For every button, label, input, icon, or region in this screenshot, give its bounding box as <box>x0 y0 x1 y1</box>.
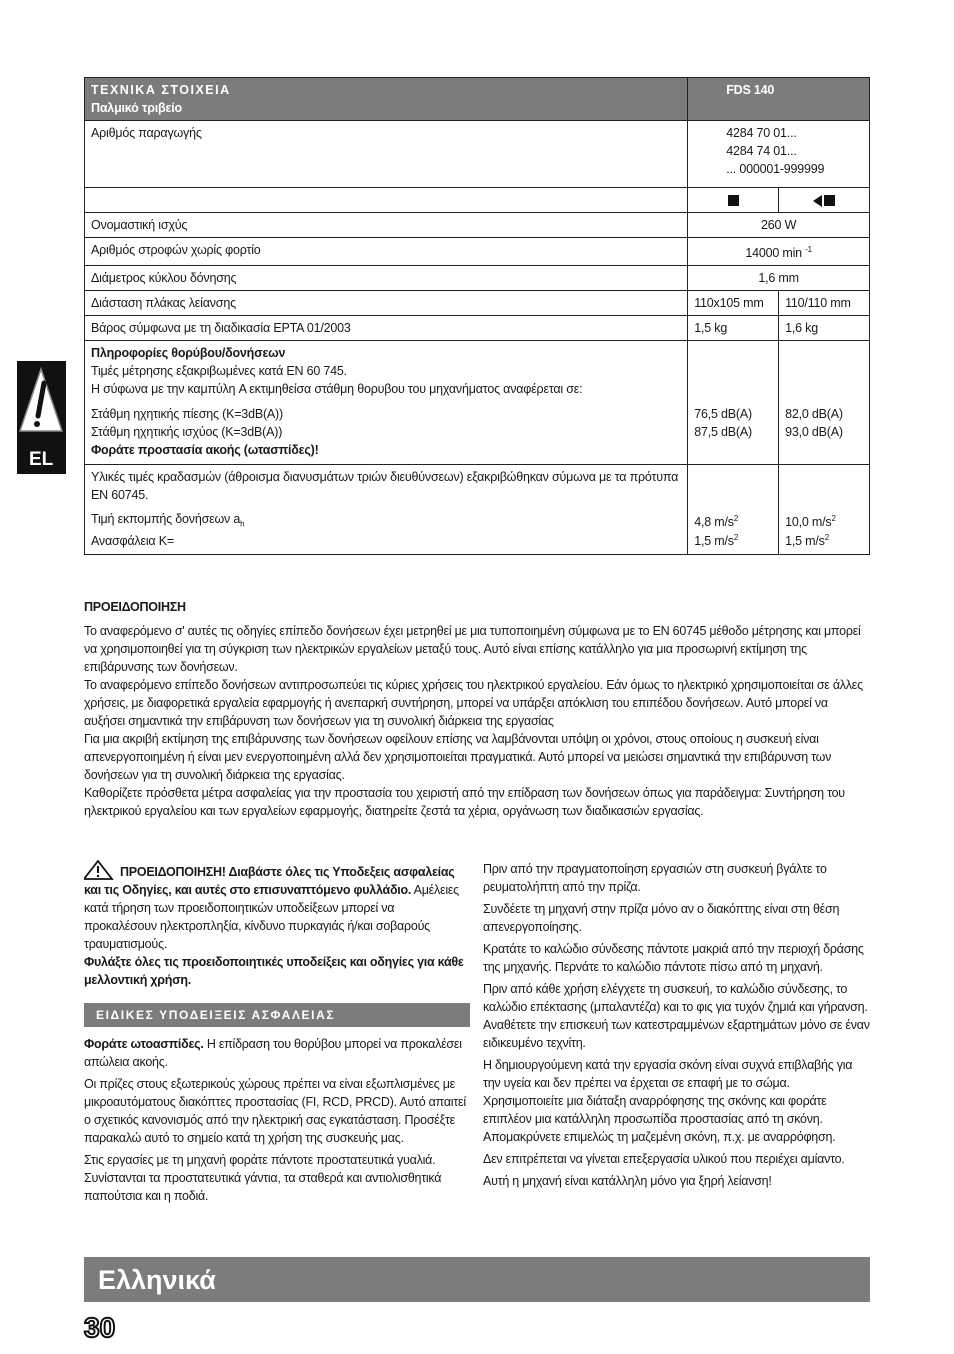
table-row <box>85 291 870 316</box>
vibration-values-a <box>688 465 779 555</box>
right-paragraph-6: Δεν επιτρέπεται να γίνεται επεξεργασία υλικού που περιέχει αμίαντο. <box>483 1152 845 1166</box>
warning-paragraph-3: Για μια ακριβή εκτίμηση της επιβάρυνσης των δονήσεων οφείλουν επίσης να λαμβάνονται υπόψη οι χρόνοι, στους οποίους η συσκευή είναι απενεργοποιημένη ή είναι μεν ενεργοποιημένη αλλά δεν χρησιμοποιείται πραγματικά. Αυτό μπορεί να μειώσει σημαντικά την επιβάρυνση των δονήσεων για τη συνολική διάρκεια της εργασίας. <box>84 732 832 782</box>
table-header-title-cell <box>85 78 688 121</box>
plate-value-a: 110x105 mm <box>688 291 779 316</box>
vibration-value-a: 4,8 m/s <box>694 515 734 530</box>
vibration-label: Τιμή εκπομπής δονήσεων a <box>91 512 241 527</box>
production-number-label: Αριθμός παραγωγής <box>85 121 688 188</box>
speed-label: Αριθμός στροφών χωρίς φορτίο <box>85 238 688 266</box>
power-value: 260 W <box>688 213 870 238</box>
table-row <box>85 121 870 188</box>
vibration-value-b-line <box>785 510 863 531</box>
sound-power-value-a: 87,5 dB(A) <box>694 425 752 440</box>
keep-instructions: Φυλάξτε όλες τις προειδοποιητικές υποδείξεις και οδηγίες για κάθε μελλοντική χρήση. <box>84 955 464 987</box>
section-bar-special-safety: ΕΙΔΙΚΕΣ ΥΠΟΔΕΙΞΕΙΣ ΑΣΦΑΛΕΙΑΣ <box>84 1003 470 1027</box>
noise-line-2: Η σύφωνα με την καμπύλη A εκτιμηθείσα στάθμη θορυβου του μηχανήματος αναφέρεται σε: <box>91 382 583 397</box>
weight-label: Βάρος σύμφωνα με τη διαδικασία EPTA 01/2003 <box>85 316 688 341</box>
unit-exponent: 2 <box>824 533 829 543</box>
ear-protection-text: Η επίδραση του θορύβου μπορεί να προκαλέσει απώλεια ακοής. <box>84 1037 462 1069</box>
vibration-intro: Υλικές τιμές κραδασμών (άθροισμα διανυσμάτων τριών διευθύνσεων) εξακριβώθηκαν σύμωνα με τα πρότυπα EN 60745. <box>91 470 679 503</box>
right-paragraph-1: Πριν από την πραγματοποίηση εργασιών στη συσκευή βγάλτε το ρευματολήπτη από την πρίζα. <box>483 862 827 894</box>
pressure-label: Στάθμη ηχητικής πίεσης (K=3dB(A)) <box>91 407 283 422</box>
square-plate-icon <box>824 195 835 206</box>
noise-info-cell <box>85 341 688 465</box>
table-row <box>85 266 870 291</box>
uncertainty-label: Ανασφάλεια K= <box>91 533 174 548</box>
speed-value-cell <box>688 238 870 266</box>
right-paragraph-4: Πριν από κάθε χρήση ελέγχετε τη συσκευή, το καλώδιο σύνδεσης, το καλώδιο επέκτασης (μπαλαντέζα) και το φις για τυχόν ζημιά και γήρανση. Αναθέτετε την επισκευή των κατεστραμμένων εξαρτημάτων μόνο σε έναν ειδικευμένο τεχνίτη. <box>483 982 870 1050</box>
vibration-warning-section <box>84 598 870 820</box>
table-header-row <box>85 78 870 121</box>
table-row <box>85 188 870 213</box>
warning-triangle-icon <box>84 860 114 880</box>
table-row <box>85 341 870 465</box>
table-row <box>85 465 870 555</box>
left-column <box>84 860 470 1209</box>
noise-values-a <box>688 341 779 465</box>
production-number-values <box>688 121 870 188</box>
safety-warning-bold: ΠΡΟΕΙΔΟΠΟΙΗΣΗ! Διαβάστε όλες τις Υποδεξεις ασφαλείας και τις Οδηγίες, και αυτές στο επισυναπτόμενο φυλλάδιο. <box>84 865 455 897</box>
variant-b-symbol-cell <box>779 188 870 213</box>
page-number: 30 <box>84 1312 116 1343</box>
production-number-3: ... 000001-999999 <box>726 162 825 176</box>
vibration-values-b <box>779 465 870 555</box>
noise-values-b <box>779 341 870 465</box>
orbit-value: 1,6 mm <box>688 266 870 291</box>
pressure-value-b: 82,0 dB(A) <box>785 407 843 422</box>
empty-cell <box>85 188 688 213</box>
right-paragraph-3: Κρατάτε το καλώδιο σύνδεσης πάντοτε μακριά από την περιοχή δράσης της μηχανής. Περνάτε το καλώδιο πάντοτε πίσω από τη μηχανή. <box>483 942 864 974</box>
protective-glasses-paragraph: Στις εργασίες με τη μηχανή φοράτε πάντοτε προστατευτικά γυαλιά. Συνίστανται τα προστατευτικά γάντια, τα σταθερά και αντιολισθητικά παπούτσια και η ποδιά. <box>84 1153 442 1203</box>
table-row <box>85 238 870 266</box>
right-column <box>483 860 870 1194</box>
variant-a-symbol-cell <box>688 188 779 213</box>
triangle-plate-icon <box>813 195 822 207</box>
uncertainty-value-a-line <box>694 529 772 550</box>
table-row <box>85 213 870 238</box>
language-footer-bar <box>84 1257 870 1302</box>
technical-data-table <box>84 77 870 555</box>
vibration-value-a-line <box>694 510 772 531</box>
vibration-value-b: 10,0 m/s <box>785 515 832 530</box>
warning-paragraph-1: Το αναφερόμενο σ' αυτές τις οδηγίες επίπεδο δονήσεων έχει μετρηθεί με μια τυποποιημένη σύμφωνα με το EN 60745 μέθοδο μέτρησης και μπορεί να χρησιμοποιηθεί για τη σύγκριση των ηλεκτρικών εργαλείων μεταξύ τους. Αυτό είναι επίσης κατάλληλο για μια προσωρινή εκτίμηση της επιβάρυνσης των δονήσεων. <box>84 624 861 674</box>
vibration-info-cell <box>85 465 688 555</box>
warning-paragraph-4: Καθορίζετε πρόσθετα μέτρα ασφαλείας για την προστασία του χειριστή από την επίδραση των δονήσεων όπως για παράδειγμα: Συντήρηση του ηλεκτρικού εργαλείου και των εργαλείων εφαρμογής, διατηρείτε ζεστά τα χέρια, οργάνωση των διαδικασιών εργασίας. <box>84 786 845 818</box>
warning-exclamation-icon <box>17 361 66 441</box>
sound-power-value-b: 93,0 dB(A) <box>785 425 843 440</box>
speed-unit-exponent: -1 <box>805 245 812 254</box>
right-paragraph-5: Η δημιουργούμενη κατά την εργασία σκόνη είναι συχνά επιβλαβής για την υγεία και δεν πρέπει να έρχεται σε επαφή με το σώμα. Χρησιμοποιείτε μια διάταξη αναρρόφησης της σκόνης και φοράτε επιπλέον μια κατάλληλη προσωπίδα προστασίας από τη σκόνη. Απομακρύνετε επιμελώς τη μαζεμένη σκόνη, π.χ. με αναρρόφηση. <box>483 1058 853 1144</box>
outdoor-sockets-paragraph: Οι πρίζες στους εξωτερικούς χώρους πρέπει να είναι εξωπλισμένες με μικροαυτόματους διακόπτες προστασίας (FI, RCD, PRCD). Αυτό απαιτεί ο σχετικός κανονισμός από την ηλεκτρική σας εγκατάσταση. Προσέξτε παρακαλώ αυτό το σημείο κατά τη χρήση της συσκευής μας. <box>84 1077 466 1145</box>
weight-value-a: 1,5 kg <box>688 316 779 341</box>
plate-label: Διάσταση πλάκας λείανσης <box>85 291 688 316</box>
unit-exponent: 2 <box>733 533 739 543</box>
table-subtitle: Παλμικό τριβείο <box>91 101 182 115</box>
sound-power-label: Στάθμη ηχητικής ισχύος (K=3dB(A)) <box>91 425 283 440</box>
vibration-label-subscript: h <box>240 519 245 529</box>
orbit-label: Διάμετρος κύκλου δόνησης <box>85 266 688 291</box>
weight-value-b: 1,6 kg <box>779 316 870 341</box>
production-number-1: 4284 70 01... <box>726 126 797 140</box>
table-model: FDS 140 <box>688 78 870 121</box>
warning-heading: ΠΡΟΕΙΔΟΠΟΙΗΣΗ <box>84 600 186 614</box>
vibration-label-line <box>91 510 681 534</box>
uncertainty-value-b-line <box>785 529 863 550</box>
square-plate-icon <box>728 195 739 206</box>
speed-value: 14000 min <box>745 246 802 261</box>
footer-language: Ελληνικά <box>98 1265 216 1295</box>
production-number-2: 4284 74 01... <box>726 144 797 158</box>
ear-protection-label: Φοράτε προστασία ακοής (ωτασπίδες)! <box>91 443 319 458</box>
table-title: ΤΕΧΝΙΚΑ ΣΤΟΙΧΕΙΑ <box>91 83 231 97</box>
uncertainty-value-a: 1,5 m/s <box>694 534 734 549</box>
noise-line-1: Τιμές μέτρησης εξακριβωμένες κατά EN 60 745. <box>91 364 347 379</box>
table-row <box>85 316 870 341</box>
safety-warning-text: Αμέλειες κατά τήρηση των προειδοποιητικών υποδείξεων μπορεί να προκαλέσουν ηλεκτροπληξία, κίνδυνο πυρκαγιάς ή/και σοβαρούς τραυματισμούς. <box>84 883 459 951</box>
ear-protection-paragraph <box>84 1035 470 1071</box>
ear-protection-bold: Φοράτε ωτοασπίδες. <box>84 1037 204 1051</box>
uncertainty-value-b: 1,5 m/s <box>785 534 825 549</box>
unit-exponent: 2 <box>733 514 739 524</box>
safety-warning-paragraph <box>84 860 470 953</box>
plate-value-b: 110/110 mm <box>779 291 870 316</box>
unit-exponent: 2 <box>831 514 836 524</box>
power-label: Ονομαστική ισχύς <box>85 213 688 238</box>
language-code: EL <box>29 449 54 470</box>
right-paragraph-2: Συνδέετε τη μηχανή στην πρίζα μόνο αν ο διακόπτης είναι στη θέση απενεργοποίησης. <box>483 902 840 934</box>
noise-title: Πληροφορίες θορύβου/δονήσεων <box>91 346 286 361</box>
language-side-tab <box>17 361 66 474</box>
pressure-value-a: 76,5 dB(A) <box>694 407 752 422</box>
right-paragraph-7: Αυτή η μηχανή είναι κατάλληλη μόνο για ξηρή λείανση! <box>483 1174 772 1188</box>
warning-paragraph-2: Το αναφερόμενο επίπεδο δονήσεων αντιπροσωπεύει τις κύριες χρήσεις του ηλεκτρικού εργαλείου. Εάν όμως το ηλεκτρικό χρησιμοποιείται σε άλλες χρήσεις, με διαφορετικά εργαλεία εφαρμογής ή ανεπαρκή συντήρηση, μπορεί να υπάρξει απόκλιση του επιπέδου δονήσεων. Αυτό μπορεί να αυξήσει σημαντικά την επιβάρυνση των δονήσεων για τη συνολική διάρκεια της εργασίας <box>84 678 863 728</box>
